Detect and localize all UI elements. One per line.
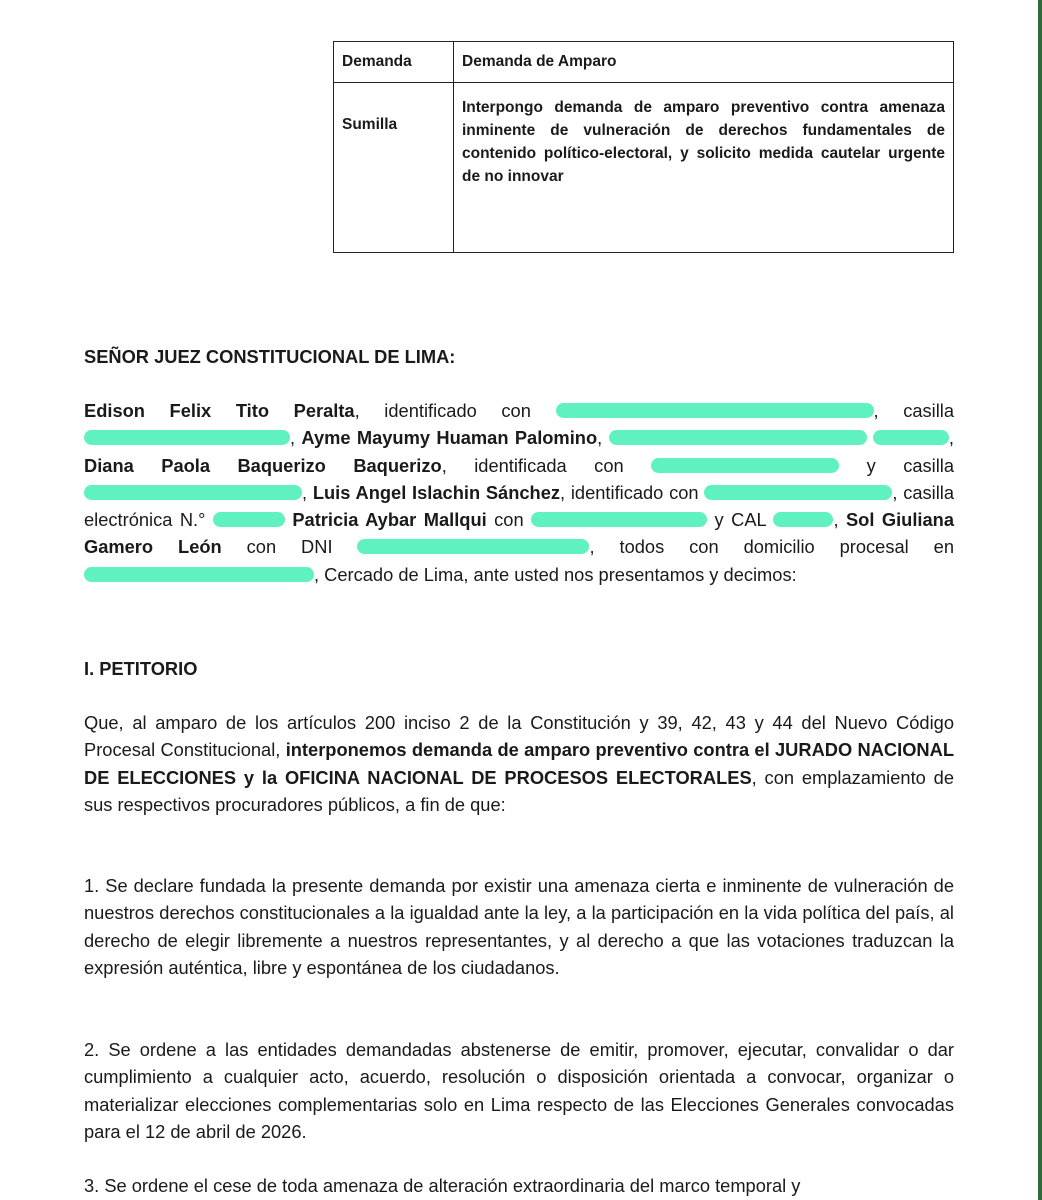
party-name-4: Luis Angel Islachin Sánchez xyxy=(312,481,561,503)
header-table xyxy=(333,41,954,253)
intro-text: , Cercado de Lima, ante usted nos presentamos y decimos: xyxy=(314,563,797,585)
redaction xyxy=(704,485,892,500)
redaction xyxy=(531,512,707,527)
petitorio-bold-text: interponemos demanda de amparo preventivo contra el JURADO NACIONAL DE ELECCIONES y la OFICINA NACIONAL DE PROCESOS ELECTORALES xyxy=(84,739,954,788)
petitorio-paragraph xyxy=(84,709,954,818)
redaction xyxy=(873,430,949,445)
party-name-3: Diana Paola Baquerizo Baquerizo xyxy=(84,454,442,476)
table-value-sumilla: Interpongo demanda de amparo preventivo contra amenaza inminente de vulneración de derechos fundamentales de contenido político-electoral, y solicito medida cautelar urgente de no innovar xyxy=(454,83,954,253)
party-name-5: Patricia Aybar Mallqui xyxy=(292,509,487,531)
intro-text: con xyxy=(486,509,532,531)
redaction xyxy=(773,512,833,527)
petition-item-text: 2. Se ordene a las entidades demandadas abstenerse de emitir, promover, ejecutar, convalidar o dar cumplimiento a cualquier acto, acuerdo, resolución o disposición orientada a convocar, organizar o materializar elecciones complementarias solo en Lima respecto de las Elecciones Generales convocadas para el 12 de abril de 2026. xyxy=(84,1039,954,1142)
intro-text: con DNI xyxy=(221,536,358,558)
table-value-demanda: Demanda de Amparo xyxy=(454,42,954,83)
redaction xyxy=(84,430,290,445)
party-name-2: Ayme Mayumy Huaman Palomino xyxy=(301,427,598,449)
redaction xyxy=(84,567,314,582)
redaction xyxy=(651,458,839,473)
intro-text: , identificado con xyxy=(560,481,705,503)
intro-text: , casilla xyxy=(873,400,955,421)
petition-item-1 xyxy=(84,872,954,981)
intro-text: casilla electrónica N.° xyxy=(84,481,954,531)
petition-item-3 xyxy=(84,1172,954,1199)
redaction xyxy=(84,485,302,500)
redaction xyxy=(609,430,867,445)
redaction xyxy=(556,403,874,418)
petitorio-text: Que, al amparo de los artículos 200 inciso 2 de la Constitución y 39, 42, 43 y 44 del Nuevo Código Procesal Constitucional, xyxy=(84,712,954,761)
intro-text: , todos con domicilio procesal en xyxy=(589,536,954,558)
intro-text: y casilla xyxy=(839,454,954,476)
addressee-heading: SEÑOR JUEZ CONSTITUCIONAL DE LIMA: xyxy=(84,346,456,367)
intro-text: y CAL xyxy=(707,509,774,531)
petition-item-2 xyxy=(84,1036,954,1145)
petition-item-text: 1. Se declare fundada la presente demanda por existir una amenaza cierta e inminente de vulneración de nuestros derechos constitucionales a la igualdad ante la ley, a la participación en la vida política del país, al derecho de elegir libremente a nuestros representantes, y al derecho a que las votaciones traduzcan la expresión auténtica, libre y espontánea de los ciudadanos. xyxy=(84,875,954,978)
redaction xyxy=(213,512,285,527)
intro-paragraph: Edison Felix Tito Peralta, identificado con , casilla , Ayme Mayumy Huaman Palomino, , Diana Paola Baquerizo Baquerizo, identificada con y casilla , Luis Angel Islachin Sánchez, identificado con , casilla electrónica N.° Patricia Aybar Mallqui con y CAL , Sol Giuliana Gamero León con DNI , todos con domicilio procesal en , Cercado de Lima, ante usted nos presentamos y decimos: xyxy=(84,400,955,585)
table-label-sumilla: Sumilla xyxy=(334,83,454,253)
section-title-petitorio: I. PETITORIO xyxy=(84,658,198,679)
intro-text: , identificado con xyxy=(354,400,556,421)
table-label-demanda: Demanda xyxy=(334,42,454,83)
petition-item-text: 3. Se ordene el cese de toda amenaza de alteración extraordinaria del marco temporal y xyxy=(84,1175,801,1196)
party-name-1: Edison Felix Tito Peralta xyxy=(84,400,355,421)
intro-text: , identificada con xyxy=(441,454,652,476)
petitorio-text: , con emplazamiento de sus respectivos procuradores públicos, a fin de que: xyxy=(84,766,954,815)
redaction xyxy=(357,539,589,554)
party-name-6: Sol Giuliana Gamero León xyxy=(84,509,954,558)
